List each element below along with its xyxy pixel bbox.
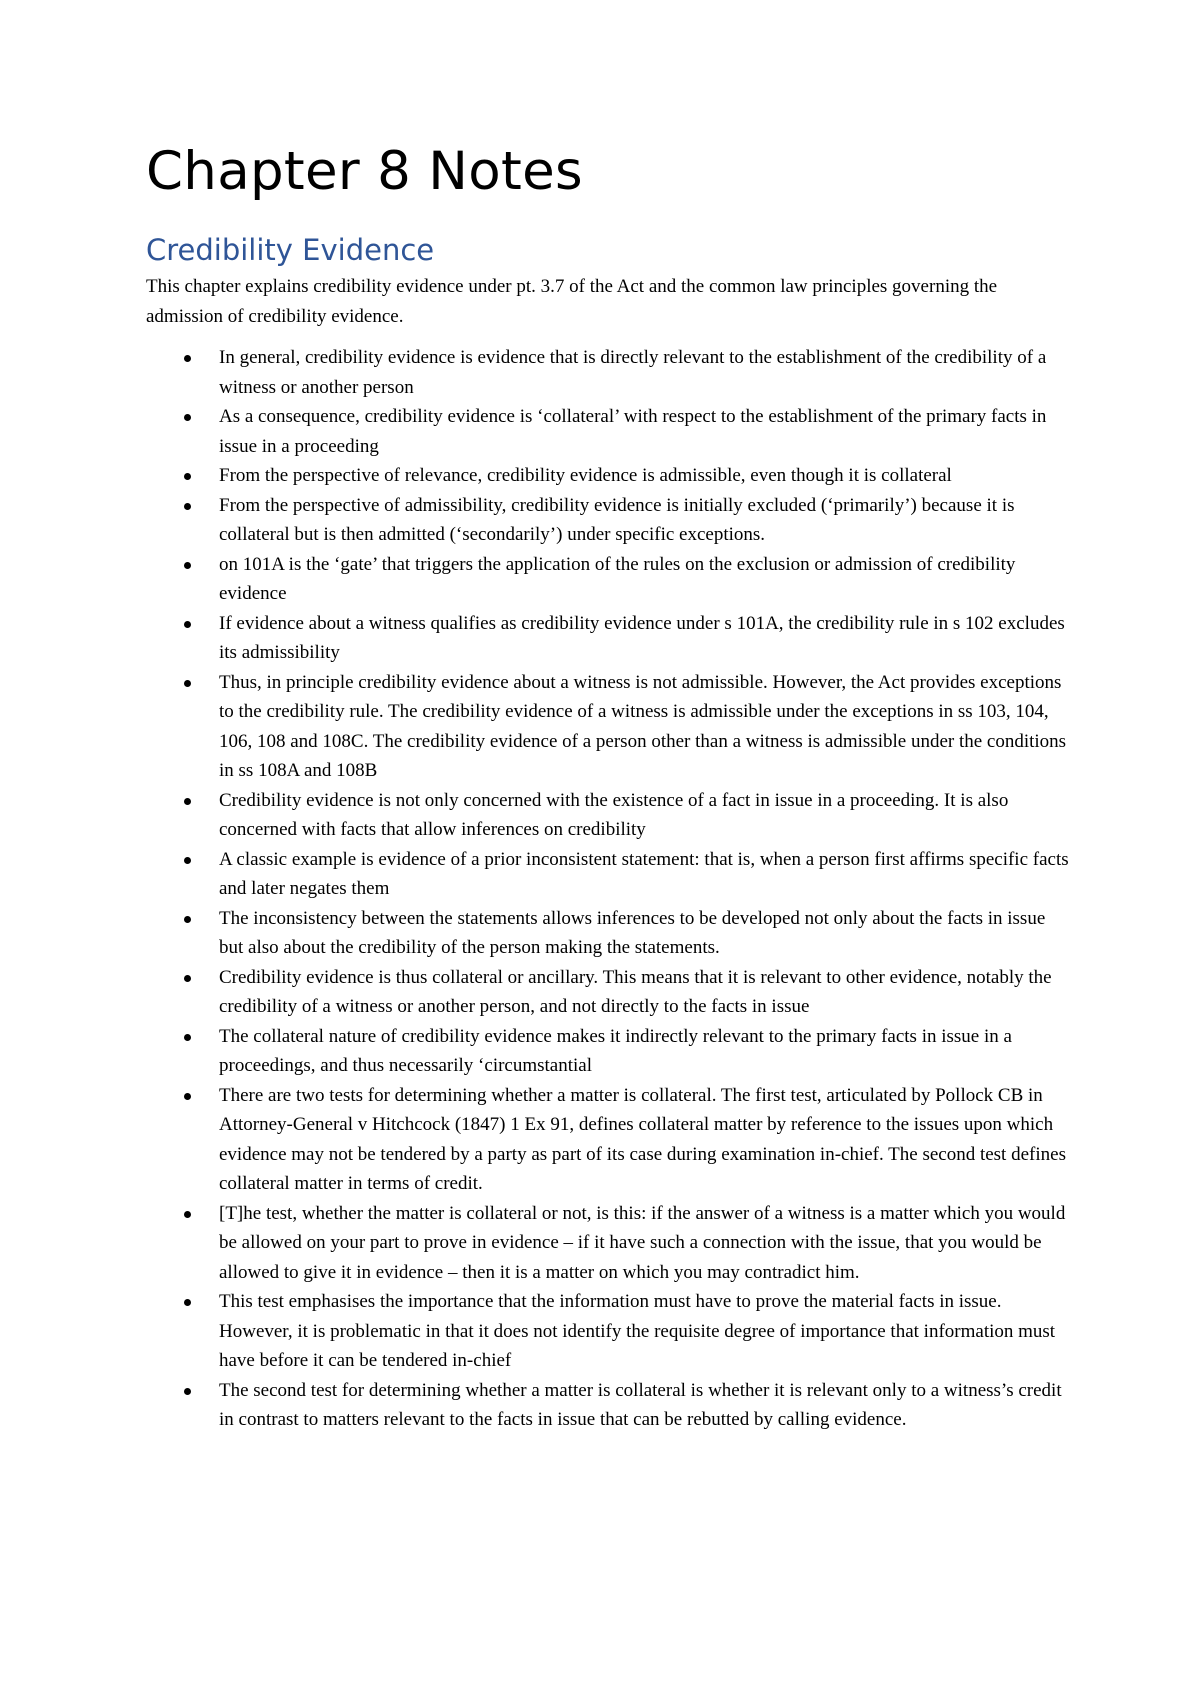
bullet-text: on 101A is the ‘gate’ that triggers the application of the rules on the exclusion or admission of credibility evidence <box>219 553 1016 604</box>
bullet-text: If evidence about a witness qualifies as credibility evidence under s 101A, the credibility rule in s 102 excludes its admissibility <box>219 612 1065 663</box>
bullet-item <box>146 1081 1070 1199</box>
bullet-text: There are two tests for determining whether a matter is collateral. The first test, articulated by Pollock CB in Attorney-General v Hitchcock (1847) 1 Ex 91, defines collateral matter by reference to the issues upon which evidence may not be tendered by a party as part of its case during examination in-chief. The second test defines collateral matter in terms of credit. <box>219 1084 1066 1194</box>
bullet-dot-icon <box>184 1299 191 1306</box>
document-page <box>146 140 1070 1435</box>
bullet-text: Credibility evidence is not only concerned with the existence of a fact in issue in a proceeding. It is also concerned with facts that allow inferences on credibility <box>219 789 1009 840</box>
bullet-dot-icon <box>184 1093 191 1100</box>
bullet-dot-icon <box>184 414 191 421</box>
bullet-item <box>146 668 1070 786</box>
bullet-list <box>146 343 1070 1435</box>
bullet-text: The second test for determining whether a matter is collateral is whether it is relevant only to a witness’s credit in contrast to matters relevant to the facts in issue that can be rebutted by calling evidence. <box>219 1379 1062 1430</box>
bullet-item <box>146 343 1070 402</box>
bullet-dot-icon <box>184 355 191 362</box>
bullet-item <box>146 402 1070 461</box>
intro-paragraph: This chapter explains credibility evidence under pt. 3.7 of the Act and the common law principles governing the admission of credibility evidence. <box>146 276 998 327</box>
bullet-dot-icon <box>184 503 191 510</box>
bullet-item <box>146 1022 1070 1081</box>
page-title: Chapter 8 Notes <box>146 141 583 202</box>
bullet-text: This test emphasises the importance that the information must have to prove the material facts in issue. However, it is problematic in that it does not identify the requisite degree of importance that information must have before it can be tendered in-chief <box>219 1291 1056 1371</box>
bullet-dot-icon <box>184 1211 191 1218</box>
bullet-dot-icon <box>184 562 191 569</box>
bullet-item <box>146 1199 1070 1288</box>
bullet-dot-icon <box>184 798 191 805</box>
bullet-text: From the perspective of admissibility, credibility evidence is initially excluded (‘primarily’) because it is collateral but is then admitted (‘secondarily’) under specific exceptions. <box>219 494 1015 545</box>
bullet-item <box>146 963 1070 1022</box>
bullet-text: From the perspective of relevance, credibility evidence is admissible, even though it is collateral <box>219 465 952 486</box>
bullet-item <box>146 461 1070 491</box>
bullet-dot-icon <box>184 680 191 687</box>
bullet-dot-icon <box>184 473 191 480</box>
bullet-dot-icon <box>184 1388 191 1395</box>
bullet-text: The collateral nature of credibility evidence makes it indirectly relevant to the primary facts in issue in a proceedings, and thus necessarily ‘circumstantial <box>219 1025 1012 1076</box>
bullet-dot-icon <box>184 1034 191 1041</box>
bullet-item <box>146 491 1070 550</box>
bullet-text: [T]he test, whether the matter is collateral or not, is this: if the answer of a witness is a matter which you would be allowed on your part to prove in evidence – if it have such a connection with the issue, that you would be allowed to give it in evidence – then it is a matter on which you may contradict him. <box>219 1202 1066 1283</box>
bullet-dot-icon <box>184 975 191 982</box>
bullet-item <box>146 1376 1070 1435</box>
bullet-dot-icon <box>184 857 191 864</box>
bullet-item <box>146 904 1070 963</box>
bullet-item <box>146 1287 1070 1376</box>
bullet-text: The inconsistency between the statements allows inferences to be developed not only about the facts in issue but also about the credibility of the person making the statements. <box>219 907 1046 958</box>
bullet-item <box>146 550 1070 609</box>
bullet-item <box>146 786 1070 845</box>
bullet-item <box>146 609 1070 668</box>
bullet-text: As a consequence, credibility evidence is ‘collateral’ with respect to the establishment of the primary facts in issue in a proceeding <box>219 406 1047 457</box>
bullet-text: Credibility evidence is thus collateral or ancillary. This means that it is relevant to other evidence, notably the credibility of a witness or another person, and not directly to the facts in issue <box>219 966 1052 1017</box>
bullet-item <box>146 845 1070 904</box>
bullet-text: In general, credibility evidence is evidence that is directly relevant to the establishment of the credibility of a witness or another person <box>219 347 1047 398</box>
bullet-text: Thus, in principle credibility evidence about a witness is not admissible. However, the Act provides exceptions to the credibility rule. The credibility evidence of a witness is admissible under the exceptions in ss 103, 104, 106, 108 and 108C. The credibility evidence of a person other than a witness is admissible under the conditions in ss 108A and 108B <box>219 671 1067 781</box>
bullet-text: A classic example is evidence of a prior inconsistent statement: that is, when a person first affirms specific facts and later negates them <box>219 848 1069 899</box>
section-heading: Credibility Evidence <box>146 233 435 267</box>
bullet-dot-icon <box>184 916 191 923</box>
bullet-dot-icon <box>184 621 191 628</box>
